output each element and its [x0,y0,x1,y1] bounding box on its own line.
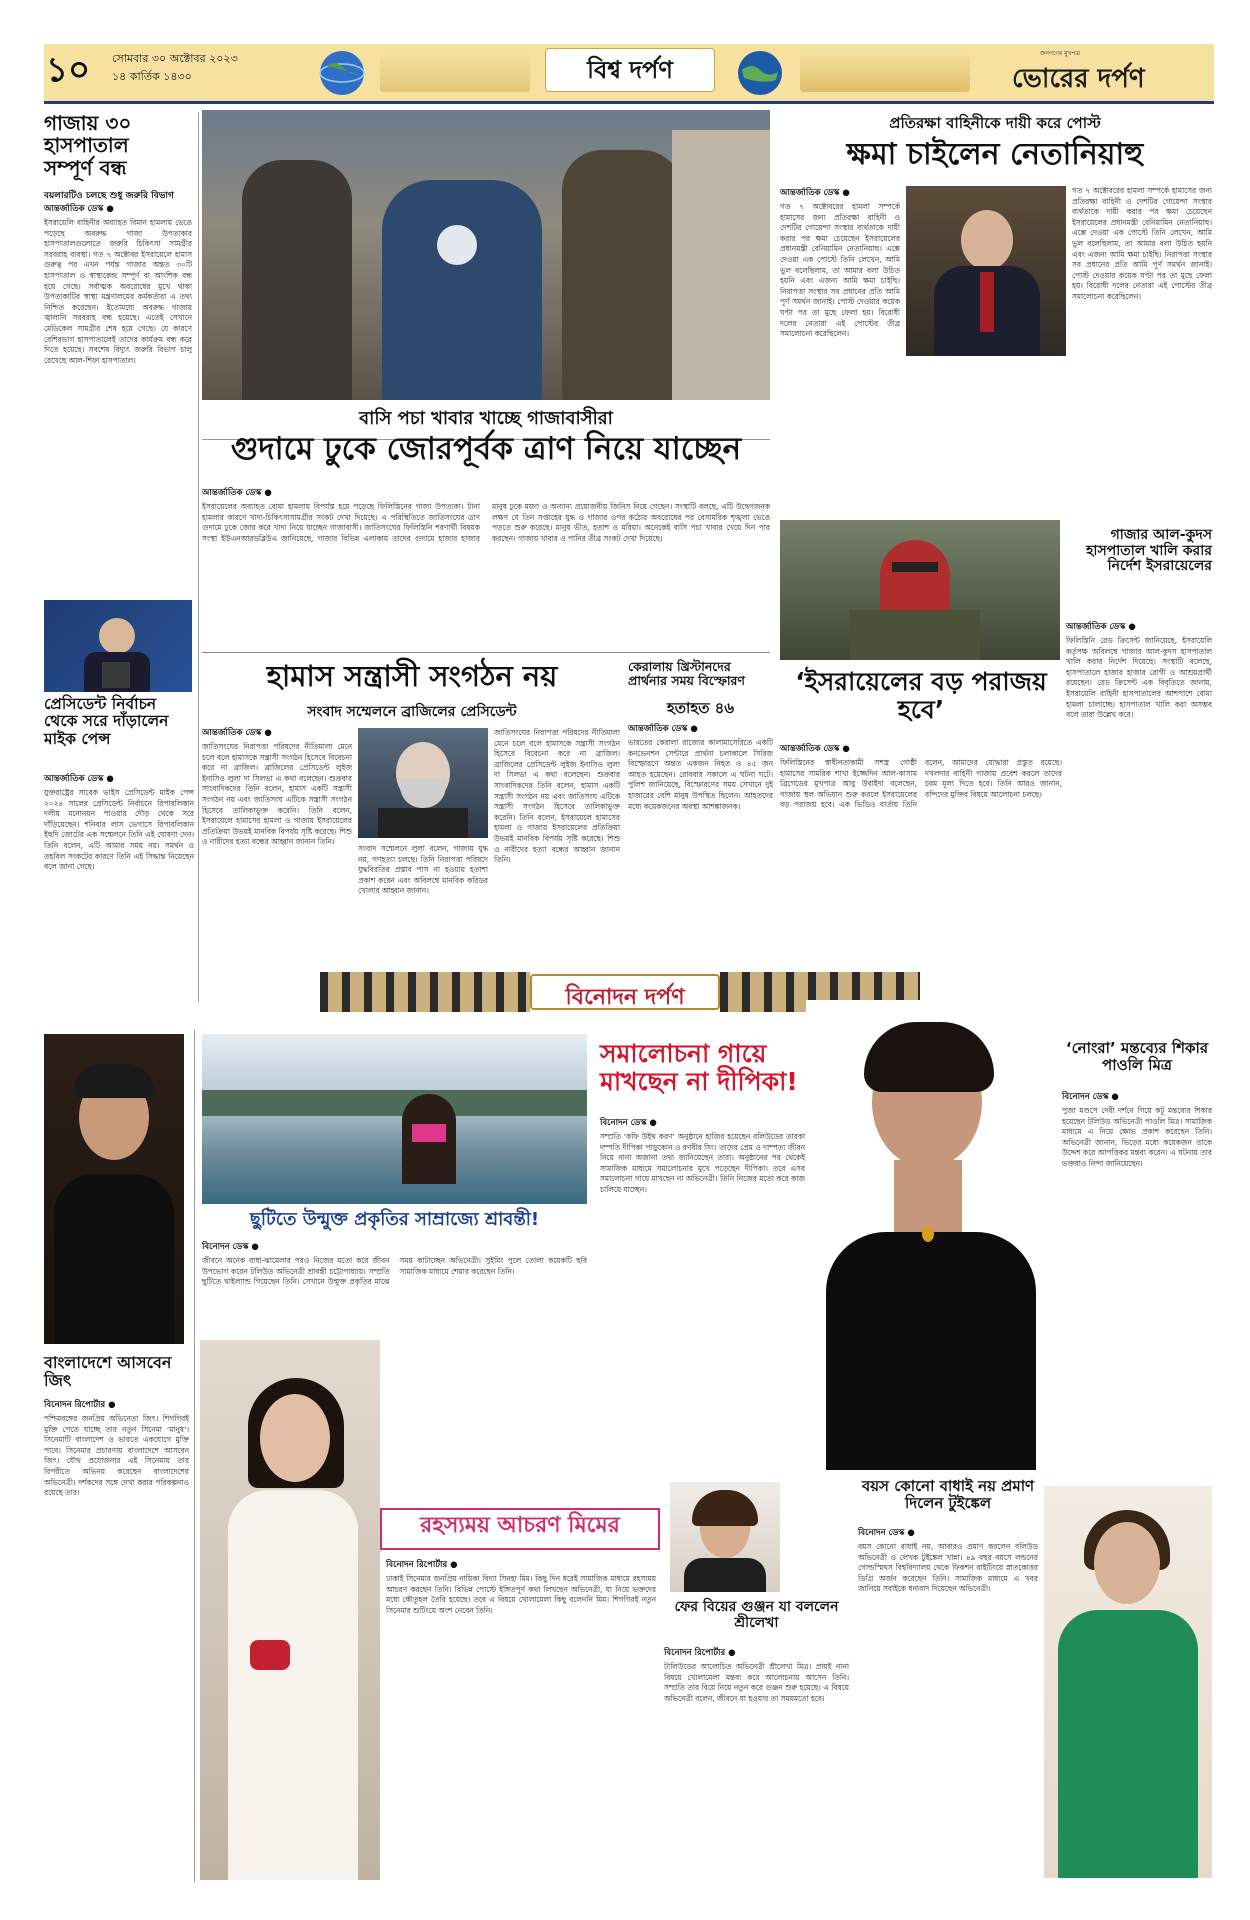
entertainment-film-strip-left [320,972,530,1012]
pauli-article [1062,1090,1212,1475]
netanyahu-body-continued: গত ৭ অক্টোবরের হামলা সম্পর্কে হামাসের জন্য প্রতিরক্ষা বাহিনী ও দেশটির গোয়েন্দা সংস্থার ব্যর্থতাকে দায়ী করার পর ক্ষমা চেয়েছেন ইসরায়েলের প্রধানমন্ত্রী বেনিয়ামিন নেতানিয়াহু। এক্সে দেওয়া এক পোস্টে তিনি লেখেন, আমি ভুল বলেছিলাম, তা আমার বলা উচিত হয়নি এবং এজন্য আমি ক্ষমা চাইছি। নিরাপত্তা সংস্থার সব প্রধানের প্রতি আমি পূর্ণ সমর্থন জানাই। পোস্ট দেওয়ার কয়েক ঘণ্টা পর তা মুছে ফেলা হয়। বিরোধী দলের নেতারা এই পোস্টের তীব্র সমালোচনা করেছিলেন। [1072,186,1212,301]
section-title: বিশ্ব দর্পণ [587,56,673,84]
twinkle-byline: বিনোদন ডেস্ক ● [858,1528,915,1538]
hamas-byline: আন্তর্জাতিক ডেস্ক ● [202,728,272,738]
gaza-photo-caption: বাসি পচা খাবার খাচ্ছে গাজাবাসীরা [202,404,770,440]
srabanti-byline: বিনোদন ডেস্ক ● [202,1242,259,1252]
al-quds-byline: আন্তর্জাতিক ডেস্ক ● [1066,622,1136,632]
israel-defeat-headline: ‘ইসরায়েলের বড় পরাজয় হবে’ [795,667,1047,724]
srabanti-pool-photo [202,1034,587,1204]
gaza-hospital-byline: আন্তর্জাতিক ডেস্ক ● [44,204,114,214]
hamas-body-col3: জাতিসংঘের নিরাপত্তা পরিষদের নীতিমালা মেনে চলে বলে হামাসকে সন্ত্রাসী সংগঠন হিসেবে বিবেচনা করে না ব্রাজিল। ব্রাজিলের প্রেসিডেন্ট লুইজ ইনাসিও লুলা দা সিলভা এ কথা বলেছেন। শুক্রবার সাংবাদিকদের তিনি বলেন, হামাস একটি সন্ত্রাসী সংগঠন নয় এবং জাতিসংঘ এটিকে সন্ত্রাসী সংগঠন হিসেবে তালিকাভুক্ত করেনি। তিনি বলেন, ইসরায়েলে হামাসের হামলা ও গাজায় ইসরায়েলের প্রতিক্রিয়া উভয়ই মানবিক বিপর্যয় সৃষ্টি করেছে। শিশু ও নারীদের হত্যা বন্ধের আহ্বান জানান তিনি। [494,728,620,865]
date-line-1: সোমবার ৩০ অক্টোবর ২০২৩ [112,52,238,65]
gaza-hospital-headline: গাজায় ৩০ হাসপাতাল সম্পূর্ণ বন্ধ [44,111,132,180]
hamas-body-continued: সংবাদ সম্মেলনে লুলা বলেন, গাজায় যুদ্ধ নয়, গণহত্যা চলছে। তিনি নিরাপত্তা পরিষদে যুদ্ধবিরতির প্রস্তাব পাস না হওয়ায় হতাশা প্রকাশ করেন এবং অবিলম্বে মানবিক করিডর খোলার আহ্বান জানান। [358,844,488,896]
gaza-hospital-sub: বয়লারটিও চলছে শুধু জরুরি বিভাগ [44,191,174,201]
deepika-body: সম্প্রতি ‘কফি উইথ করণ’ অনুষ্ঠানে হাজির হয়েছেন বলিউডের তারকা দম্পতি দীপিকা পাড়ুকোন ও রণবীর সিং। তাদের প্রেম ও দাম্পত্য জীবন নিয়ে নানা অজানা তথ্য জানিয়েছেন তারা। অনুষ্ঠানের পর থেকেই সামাজিক মাধ্যমে সমালোচনার মুখে পড়েছেন দীপিকা। তবে এসব সমালোচনা গায়ে মাখছেন না অভিনেত্রী। তিনি নিজের মতো করে কাজ চালিয়ে যাচ্ছেন। [600,1132,805,1194]
pence-body: যুক্তরাষ্ট্রের সাবেক ভাইস প্রেসিডেন্ট মাইক পেন্স ২০২৪ সালের প্রেসিডেন্ট নির্বাচনে রিপাবলিকান দলীয় মনোনয়ন পাওয়ার দৌড় থেকে সরে দাঁড়িয়েছেন। শনিবার লাস ভেগাসে রিপাবলিকান ইহুদি জোটের এক সম্মেলনে তিনি এই ঘোষণা দেন। তিনি বলেন, এটি আমার সময় নয়। সমর্থন ও তহবিল সংকটের কারণে তিনি এই সিদ্ধান্ত নিয়েছেন বলে জানা গেছে। [44,788,194,872]
globe-icon [730,48,790,98]
hamas-headline: হামাস সন্ত্রাসী সংগঠন নয় [266,659,558,693]
kerala-article [628,722,773,1002]
jeet-photo [44,1034,184,1344]
pence-headline: প্রেসিডেন্ট নির্বাচন থেকে সরে দাঁড়ালেন মাইক পেন্স [44,695,169,748]
al-quds-headline: গাজার আল-কুদস হাসপাতাল খালি করার নির্দেশ ইসরায়েলের [1086,527,1212,575]
paper-name: ভোরের দর্পণ [1012,64,1145,94]
israel-defeat-body: ফিলিস্তিনের স্বাধীনতাকামী সশস্ত্র গোষ্ঠী হামাসের সামরিক শাখা ইজ্জেদিন আল-কাসাম ব্রিগেডের মুখপাত্র আবু উবাইদা বলেছেন, গাজায় স্থল অভিযান শুরু করলে ইসরায়েলের বড় পরাজয় হবে। এক ভিডিও বার্তায় তিনি বলেন, আমাদের যোদ্ধারা প্রস্তুত রয়েছে। দখলদার বাহিনী গাজায় প্রবেশ করলে তাদের চরম মূল্য দিতে হবে। তিনি আরও জানান, বন্দিদের মুক্তির বিষয়ে আলোচনা চলছে। [780,758,1062,810]
gaza-relief-byline: আন্তর্জাতিক ডেস্ক ● [202,488,272,498]
mim-body: ঢাকাই সিনেমার জনপ্রিয় নায়িকা বিদ্যা সিনহা মিম। কিছু দিন ধরেই সামাজিক মাধ্যমে রহস্যময় আচরণ করছেন তিনি। বিভিন্ন পোস্টে ইঙ্গিতপূর্ণ কথা লিখছেন অভিনেত্রী, যা নিয়ে ভক্তদের মধ্যে কৌতূহল তৈরি হয়েছে। তবে এ বিষয়ে খোলামেলা কিছু বলেননি মিম। শিগগিরই নতুন সিনেমার শুটিংয়ে অংশ নেবেন তিনি। [386,1574,656,1615]
al-quds-body: ফিলিস্তিনি রেড ক্রিসেন্ট জানিয়েছে, ইসরায়েলি কর্তৃপক্ষ অবিলম্বে গাজার আল-কুদস হাসপাতাল খালি করার নির্দেশ দিয়েছে। সংস্থাটি বলেছে, হাসপাতালে হাজার হাজার রোগী ও আশ্রয়প্রার্থী রয়েছেন। রেড ক্রিসেন্ট এক বিবৃতিতে জানায়, ইসরায়েলি বাহিনী হাসপাতালের আশপাশে বোমা হামলা চালাচ্ছে। হাসপাতাল খালি করা অসম্ভব বলে তারা উল্লেখ করে। [1066,636,1212,720]
hamas-body: জাতিসংঘের নিরাপত্তা পরিষদের নীতিমালা মেনে চলে বলে হামাসকে সন্ত্রাসী সংগঠন হিসেবে বিবেচনা করে না ব্রাজিল। ব্রাজিলের প্রেসিডেন্ট লুইজ ইনাসিও লুলা দা সিলভা এ কথা বলেছেন। শুক্রবার সাংবাদিকদের তিনি বলেন, হামাস একটি সন্ত্রাসী সংগঠন নয় এবং জাতিসংঘ এটিকে সন্ত্রাসী সংগঠন হিসেবে তালিকাভুক্ত করেনি। তিনি বলেন, ইসরায়েলে হামাসের হামলা ও গাজায় ইসরায়েলের প্রতিক্রিয়া উভয়ই মানবিক বিপর্যয় সৃষ্টি করেছে। শিশু ও নারীদের হত্যা বন্ধের আহ্বান জানান তিনি। [202,742,352,847]
column-rule [194,1030,195,1882]
netanyahu-kicker: প্রতিরক্ষা বাহিনীকে দায়ী করে পোস্ট [889,114,1101,132]
kerala-body: ভারতের কেরালা রাজ্যের কালামাসেরিতে একটি কনভেনশন সেন্টারে প্রার্থনা চলাকালে সিরিজ বিস্ফোরণে অন্তত একজন নিহত ও ৪৫ জন আহত হয়েছেন। রোববার সকালে এ ঘটনা ঘটে। পুলিশ জানিয়েছে, বিস্ফোরণের সময় সেখানে দুই হাজারের বেশি মানুষ উপস্থিত ছিলেন। আহতদের মধ্যে কয়েকজনের অবস্থা আশঙ্কাজনক। [628,738,773,811]
gaza-relief-article [202,486,770,646]
mim-headline: রহস্যময় আচরণ মিমের [420,1513,620,1538]
srilekha-article [664,1646,849,1878]
srabanti-body: জীবনে অনেক বাধা-ঝামেলার পরও নিজের মতো করে জীবন উপভোগ করেন টলিউড অভিনেত্রী শ্রাবন্তী চট্টোপাধ্যায়। সম্প্রতি ছুটিতে থাইল্যান্ড গিয়েছেন তিনি। সেখানে উন্মুক্ত প্রকৃতির মাঝে সময় কাটাচ্ছেন অভিনেত্রী। সুইমিং পুলে তোলা কয়েকটি ছবি সামাজিক মাধ্যমে শেয়ার করেছেন তিনি। [202,1256,587,1287]
gaza-relief-body: ইসরায়েলের অব্যাহত বোমা হামলায় বিপর্যস্ত হয়ে পড়েছে ফিলিস্তিনের গাজা উপত্যকা। টানা হামলার কারণে খাদ্য-চিকিৎসাসামগ্রীর সংকট দেখা দিয়েছে। এ পরিস্থিতিতে জাতিসংঘের ত্রাণ গুদামে ঢুকে জোর করে খাদ্য নিয়ে যাচ্ছেন গাজাবাসী। জাতিসংঘের ফিলিস্তিনি শরণার্থী বিষয়ক সংস্থা ইউএনআরডব্লিউএ জানিয়েছে, গাজার বিভিন্ন এলাকায় তাদের গুদামে হাজার হাজার মানুষ ঢুকে ময়দা ও অন্যান্য প্রয়োজনীয় জিনিস নিয়ে গেছেন। সংস্থাটি বলছে, এটি উদ্বেগজনক লক্ষণ যে তিন সপ্তাহের যুদ্ধ ও গাজার ওপর কঠোর অবরোধের পর বেসামরিক শৃঙ্খলা ভেঙে পড়তে শুরু করেছে। মানুষ ভীত, হতাশ ও মরিয়া। অনেকেই বাসি পচা খাবার খেয়ে দিন পার করছেন। গাজায় খাবার ও পানির তীব্র সংকট দেখা দিয়েছে। [202,502,770,543]
mike-pence-photo [44,600,192,692]
pauli-byline: বিনোদন ডেস্ক ● [1062,1092,1119,1102]
netanyahu-headline: ক্ষমা চাইলেন নেতানিয়াহু [846,137,1144,172]
srilekha-byline: বিনোদন রিপোর্টার ● [664,1648,736,1658]
deepika-byline: বিনোদন ডেস্ক ● [600,1118,657,1128]
jeet-body: পশ্চিমবঙ্গের জনপ্রিয় অভিনেতা জিৎ। শিগগিরই মুক্তি পেতে যাচ্ছে তার নতুন সিনেমা ‘মানুষ’। সিনেমাটি বাংলাদেশ ও ভারতে একযোগে মুক্তি পাবে। সিনেমার প্রচারণায় বাংলাদেশে আসবেন জিৎ। যৌথ প্রযোজনার এই সিনেমায় তার বিপরীতে অভিনয় করেছেন বাংলাদেশের অভিনেত্রী। দর্শকদের সঙ্গে দেখা করার পরিকল্পনাও রয়েছে তার। [44,1414,189,1498]
column-rule [198,112,199,1002]
jeet-headline: বাংলাদেশে আসবেন জিৎ [44,1353,172,1390]
deepika-headline: সমালোচনা গায়ে মাখছেন না দীপিকা! [600,1039,798,1096]
kerala-sub: হতাহত ৪৬ [666,699,735,717]
abu-obaida-photo [780,520,1060,660]
mim-byline: বিনোদন রিপোর্টার ● [386,1560,458,1570]
netanyahu-photo [906,186,1066,356]
mim-photo [200,1340,380,1880]
srabanti-headline: ছুটিতে উন্মুক্ত প্রকৃতির সাম্রাজ্যে শ্রাবন্তী! [249,1209,540,1230]
lula-photo [358,728,488,838]
page-number: ১০ [46,50,91,90]
pauli-body: পুজা মণ্ডপে দেবী দর্শনে গিয়ে কটূ মন্তব্যের শিকার হয়েছেন টলিউড অভিনেত্রী পাওলি মিত্র। সামাজিক মাধ্যমে এ নিয়ে ক্ষোভ প্রকাশ করেছেন তিনি। অভিনেত্রী জানান, ভিড়ের মধ্যে কয়েকজন তাকে উদ্দেশ করে আপত্তিকর মন্তব্য করেন। এ ঘটনায় তার ভক্তরাও নিন্দা জানিয়েছেন। [1062,1106,1212,1168]
pence-byline: আন্তর্জাতিক ডেস্ক ● [44,774,114,784]
pence-article [44,772,194,1002]
gaza-crowd-photo [202,110,770,400]
pauli-headline: ‘নোংরা’ মন্তব্যের শিকার পাওলি মিত্র [1065,1039,1209,1074]
netanyahu-byline: আন্তর্জাতিক ডেস্ক ● [780,188,850,198]
twinkle-article [858,1526,1038,1878]
section-rule [202,652,770,653]
deepika-article [600,1116,805,1471]
kerala-headline: কেরালায় খ্রিস্টানদের প্রার্থনার সময় বিস্ফোরণ [628,659,745,688]
gaza-hospital-article [44,202,192,597]
israel-defeat-article [780,742,1062,1002]
srilekha-body: টালিউডের আলোচিত অভিনেত্রী শ্রীলেখা মিত্র। প্রায়ই নানা বিষয়ে খোলামেলা মন্তব্য করে আলোচনায় আসেন তিনি। সম্প্রতি তার বিয়ে নিয়ে নতুন করে গুঞ্জন শুরু হয়েছে। এ বিষয়ে অভিনেত্রী বলেন, জীবনে যা হওয়ার তা সময়মতো হবে। [664,1662,849,1703]
kerala-byline: আন্তর্জাতিক ডেস্ক ● [628,724,698,734]
gaza-hospital-body: ইসরায়েলি বাহিনীর অব্যাহত বিমান হামলায় ভেঙে পড়েছে অবরুদ্ধ গাজা উপত্যকার হাসপাতালগুলোতে জরুরি চিকিৎসা সামগ্রীর সরবরাহ ব্যবস্থা। গত ৭ অক্টোবর ইসরায়েলে হামাস গুরুত্ব পর এখন পর্যন্ত গাজার অন্তত ৩০টি হাসপাতাল ও স্বাস্থ্যকেন্দ্র সম্পূর্ণ বা আংশিক বন্ধ হয়ে গেছে। সর্বাত্মক অবরোধের মুখে থাকা উপত্যকাটির স্বাস্থ্য মন্ত্রণালয়ের কর্মকর্তারা এ তথ্য নিশ্চিত করেছেন। ইতোমধ্যে অবরুদ্ধ গাজায় জ্বালানি সরবরাহ বন্ধ হয়েছে। এতেই সেখানে মেডিকেল সামগ্রীর শেষ হয়ে গেছে। যে কারণে বেশিরভাগ হাসপাতালেই তাদের কার্যক্রম বন্ধ করে দিতে হয়েছে। সবশেষ বিদ্যুৎ জরুরি বিভাগ চালু রেখেছে আল-শিফা হাসপাতাল। [44,218,192,365]
jeet-article [44,1398,189,1878]
netanyahu-body: গত ৭ অক্টোবরের হামলা সম্পর্কে হামাসের জন্য প্রতিরক্ষা বাহিনী ও দেশটির গোয়েন্দা সংস্থার ব্যর্থতাকে দায়ী করার পর ক্ষমা চেয়েছেন ইসরায়েলের প্রধানমন্ত্রী বেনিয়ামিন নেতানিয়াহু। এক্সে দেওয়া এক পোস্টে তিনি লেখেন, আমি ভুল বলেছিলাম, তা আমার বলা উচিত হয়নি এবং এজন্য আমি ক্ষমা চাইছি। নিরাপত্তা সংস্থার সব প্রধানের প্রতি আমি পূর্ণ সমর্থন জানাই। পোস্ট দেওয়ার কয়েক ঘণ্টা পর তা মুছে ফেলা হয়। বিরোধী দলের নেতারা এই পোস্টের তীব্র সমালোচনা করেছিলেন। [780,202,900,339]
entertainment-section-title: বিনোদন দর্পণ [565,985,685,1010]
al-quds-article [1066,620,1212,1000]
paper-tagline: জনগণের মুখপত্র [1040,50,1080,57]
deepika-photo [806,1000,1054,1470]
srilekha-headline: ফের বিয়ের গুঞ্জন যা বললেন শ্রীলেখা [674,1599,839,1631]
twinkle-headline: বয়স কোনো বাধাই নয় প্রমাণ দিলেন টুইঙ্কেল [861,1477,1035,1512]
jeet-byline: বিনোদন রিপোর্টার ● [44,1400,116,1410]
twinkle-photo [1044,1486,1212,1878]
gaza-relief-headline: গুদামে ঢুকে জোরপূর্বক ত্রাণ নিয়ে যাচ্ছেন [230,431,742,467]
israel-defeat-byline: আন্তর্জাতিক ডেস্ক ● [780,744,850,754]
twinkle-body: বয়স কোনো বাধাই নয়, আবারও প্রমাণ করলেন বলিউড অভিনেত্রী ও লেখক টুইঙ্কেল খান্না। ৪৯ বছর বয়সে লন্ডনের গোল্ডস্মিথস বিশ্ববিদ্যালয় থেকে ফিকশন রাইটিংয়ে স্নাতকোত্তর ডিগ্রি অর্জন করেছেন তিনি। সামাজিক মাধ্যমে এ খবর জানিয়ে সবাইকে ধন্যবাদ দিয়েছেন অভিনেত্রী। [858,1542,1038,1594]
globe-icon [312,48,372,98]
date-line-2: ১৪ কার্তিক ১৪৩০ [112,70,192,83]
srilekha-photo [670,1482,780,1592]
landmarks-illustration-right [800,52,970,92]
srabanti-article [202,1240,587,1336]
mim-article [386,1558,656,1878]
landmarks-illustration-left [380,52,530,92]
hamas-article [202,726,352,1001]
hamas-sub: সংবাদ সম্মেলনে ব্রাজিলের প্রেসিডেন্ট [307,704,517,720]
